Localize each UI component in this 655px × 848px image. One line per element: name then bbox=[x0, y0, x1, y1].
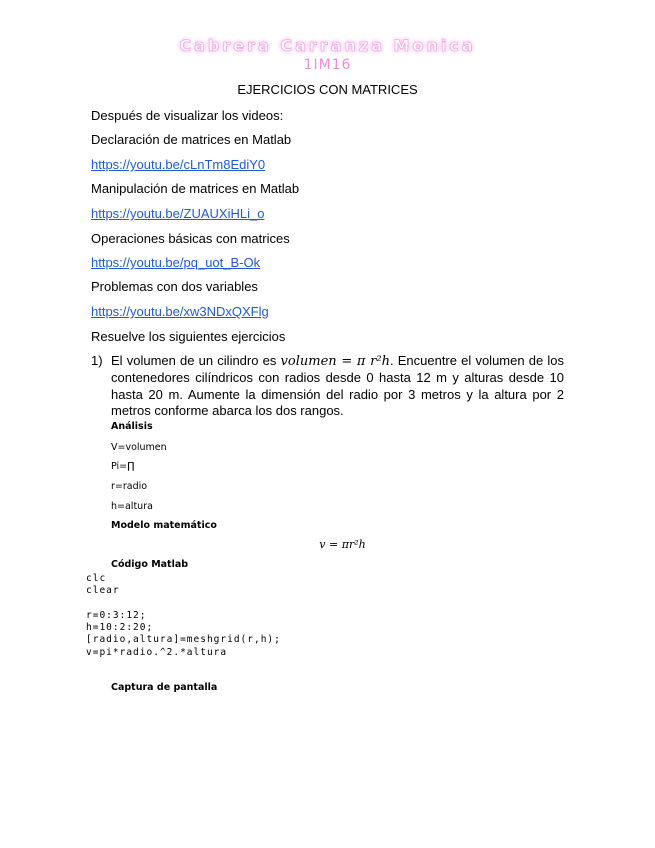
screenshot-heading: Captura de pantalla bbox=[111, 682, 218, 693]
exercise-formula: volumen = π r²h bbox=[280, 354, 390, 369]
analysis-item-pi: Pi=∏ bbox=[111, 461, 135, 472]
instruction-text: Resuelve los siguientes ejercicios bbox=[91, 329, 286, 344]
group-code: 1IM16 bbox=[303, 57, 352, 73]
exercise-text-before: El volumen de un cilindro es bbox=[111, 353, 281, 368]
video-label-3: Operaciones básicas con matrices bbox=[91, 231, 290, 246]
analysis-heading: Análisis bbox=[111, 421, 153, 432]
video-link-4[interactable]: https://youtu.be/xw3NDxQXFlg bbox=[91, 304, 269, 319]
exercise-text-after: . Encuentre el volumen de los contenedores cilíndricos con radios desde 0 hasta 12 m y alturas desde 10 hasta 20 m. Aumente la dimensión del radio por 3 metros y la altura por 2 metros conforme abarca los dos rangos. bbox=[111, 353, 564, 418]
author-name: Cabrera Carranza Monica bbox=[179, 36, 476, 55]
video-label-4: Problemas con dos variables bbox=[91, 279, 258, 294]
exercise-text bbox=[111, 353, 564, 419]
matlab-code: clc clear r=0:3:12; h=10:2:20; [radio,altura]=meshgrid(r,h); v=pi*radio.^2.*altura bbox=[86, 573, 281, 658]
video-link-1[interactable]: https://youtu.be/cLnTm8EdiY0 bbox=[91, 157, 266, 172]
model-heading: Modelo matemático bbox=[111, 520, 217, 531]
intro-text: Después de visualizar los videos: bbox=[91, 108, 284, 123]
video-label-2: Manipulación de matrices en Matlab bbox=[91, 181, 300, 196]
page-title: EJERCICIOS CON MATRICES bbox=[237, 82, 418, 97]
analysis-item-radio: r=radio bbox=[111, 481, 148, 492]
video-label-1: Declaración de matrices en Matlab bbox=[91, 132, 292, 147]
model-formula: v = πr²h bbox=[319, 538, 366, 551]
analysis-item-volumen: V=volumen bbox=[111, 442, 167, 453]
analysis-item-altura: h=altura bbox=[111, 501, 153, 512]
video-link-2[interactable]: https://youtu.be/ZUAUXiHLi_o bbox=[91, 206, 265, 221]
exercise-number: 1) bbox=[91, 353, 103, 368]
code-heading: Código Matlab bbox=[111, 559, 189, 570]
video-link-3[interactable]: https://youtu.be/pq_uot_B-Ok bbox=[91, 255, 261, 270]
